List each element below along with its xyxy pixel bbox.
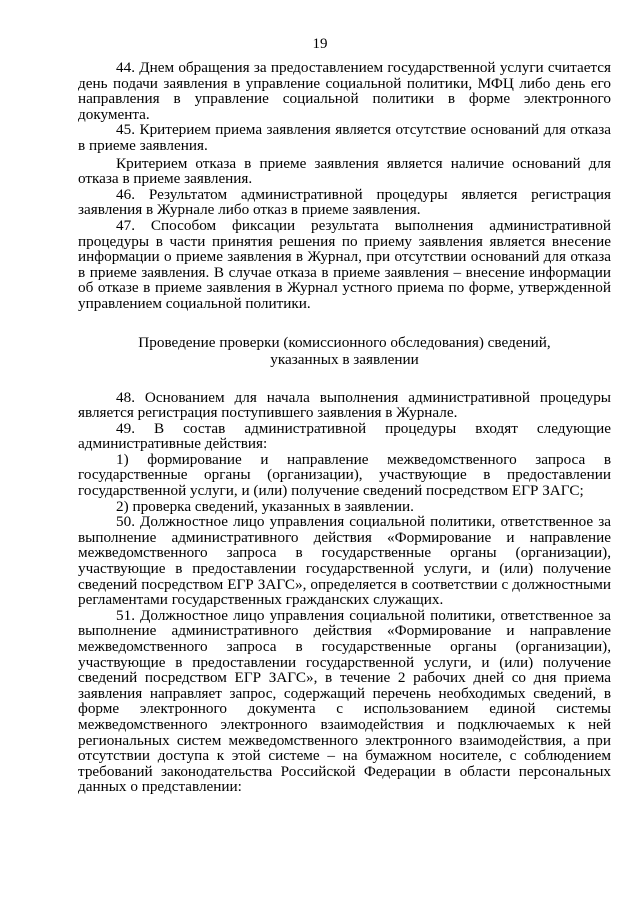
- page-number: 19: [312, 36, 328, 52]
- section-heading-line-1: Проведение проверки (комиссионного обследования) сведений,: [138, 333, 551, 351]
- paragraph-refusal-criterion: Критерием отказа в приеме заявления является наличие оснований для отказа в приеме заявления.: [78, 154, 611, 188]
- paragraph-48: 48. Основанием для начала выполнения административной процедуры является регистрация поступившего заявления в Журнале.: [78, 388, 611, 422]
- paragraph-47: 47. Способом фиксации результата выполнения административной процедуры в части принятия решения по приему заявления является внесение информации о приеме заявления в Журнал, при отсутствии оснований для отказа в приеме заявления. В случае отказа в приеме заявления – внесение информации об отказе в приеме заявления в Журнал устного приема по форме, утвержденной управлением социальной политики.: [78, 216, 611, 312]
- list-item-1: 1) формирование и направление межведомственного запроса в государственные органы (организации), участвующие в предоставлении государственной услуги, и (или) получение сведений посредством ЕГР ЗАГС;: [78, 450, 611, 500]
- paragraph-44: 44. Днем обращения за предоставлением государственной услуги считается день подачи заявления в управление социальной политики, МФЦ либо день его направления в управление социальной политики в форме электронного документа.: [78, 59, 611, 123]
- document-body: [78, 60, 611, 795]
- list-item-2: 2) проверка сведений, указанных в заявлении.: [116, 497, 414, 515]
- section-heading: [78, 334, 611, 368]
- paragraph-51: 51. Должностное лицо управления социальной политики, ответственное за выполнение административного действия «Формирование и направление межведомственного запроса в государственные органы (организации), участвующие в предоставлении государственной услуги, и (или) получение сведений посредством ЕГР ЗАГС», в течение 2 рабочих дней со дня приема заявления направляет запрос, содержащий перечень необходимых сведений, в форме электронного документа с использованием единой системы межведомственного электронного взаимодействия и подключаемых к ней региональных систем межведомственного электронного взаимодействия, а при отсутствии доступа к этой системе – на бумажном носителе, с соблюдением требований законодательства Российской Федерации в области персональных данных о представлении:: [78, 606, 611, 796]
- section-heading-line-2: указанных в заявлении: [270, 350, 419, 368]
- paragraph-46: 46. Результатом административной процедуры является регистрация заявления в Журнале либо отказ в приеме заявления.: [78, 185, 611, 219]
- paragraph-49: 49. В состав административной процедуры входят следующие административные действия:: [78, 419, 611, 453]
- paragraph-45: 45. Критерием приема заявления является отсутствие оснований для отказа в приеме заявления.: [78, 121, 611, 154]
- paragraph-50: 50. Должностное лицо управления социальной политики, ответственное за выполнение административного действия «Формирование и направление межведомственного запроса в государственные органы (организации), участвующие в предоставлении государственной услуги, и (или) получение сведений посредством ЕГР ЗАГС», определяется в соответствии с должностными регламентами государственных гражданских служащих.: [78, 513, 611, 609]
